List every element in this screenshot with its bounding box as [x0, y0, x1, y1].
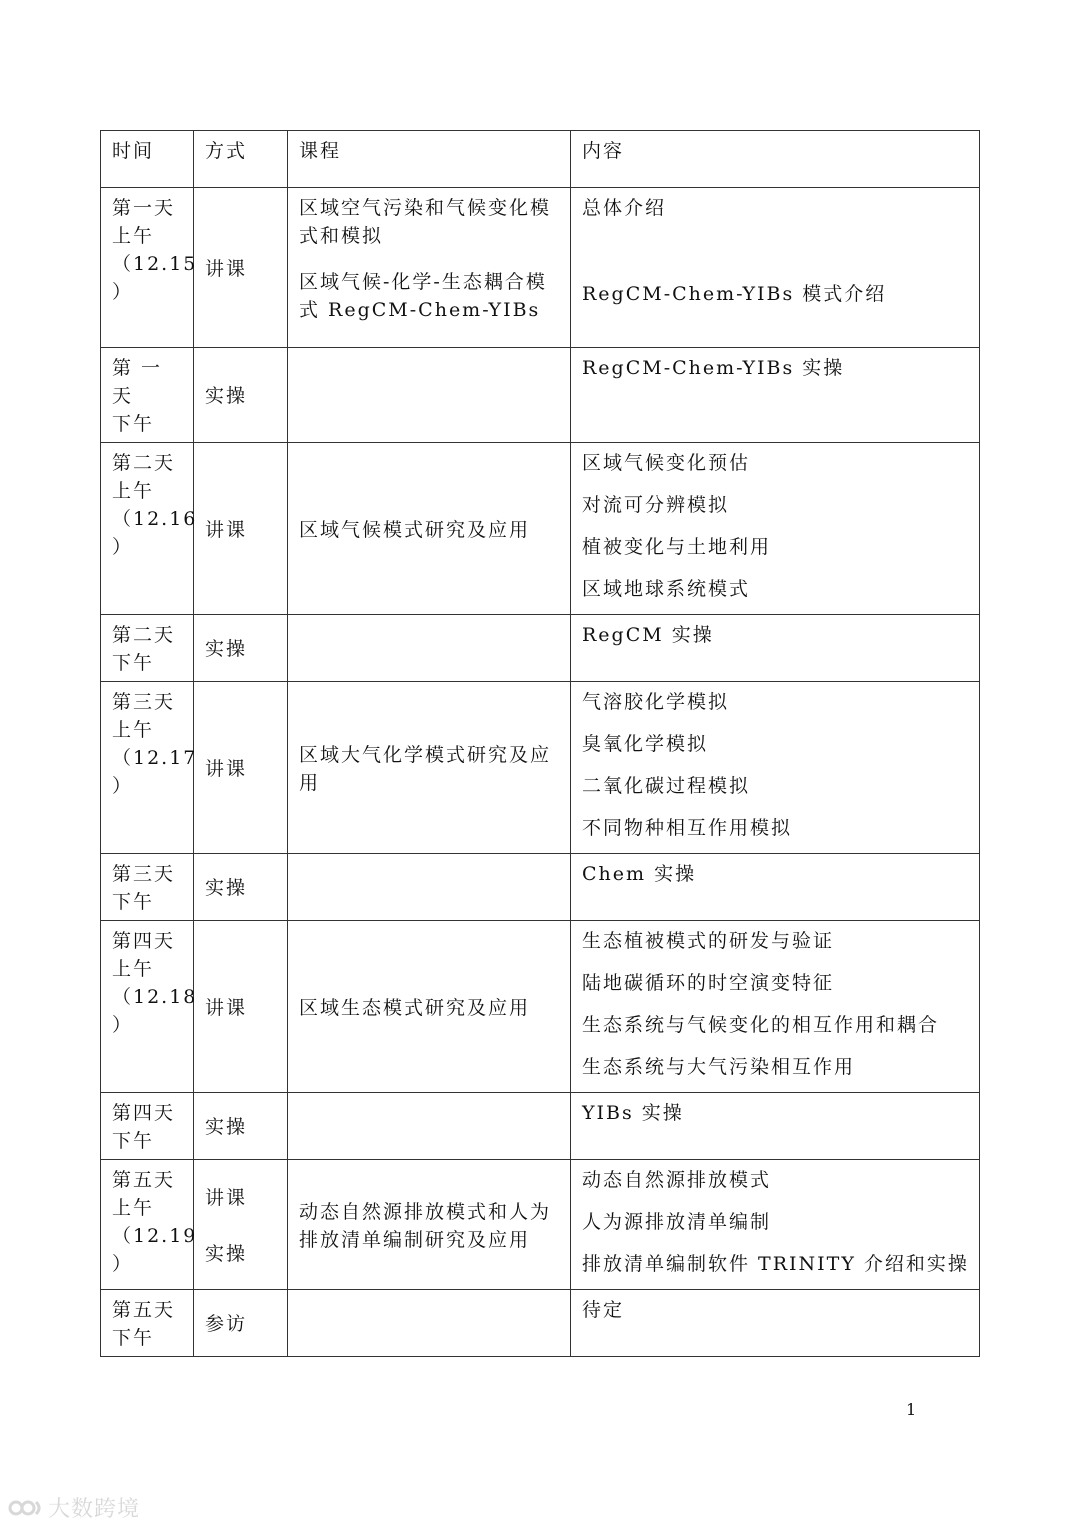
content-line: 区域气候变化预估 — [582, 452, 751, 474]
time-line: 第三天 — [112, 863, 176, 885]
table-row — [101, 615, 980, 682]
cell-course — [288, 615, 571, 682]
mode-line: 讲课 — [205, 1186, 248, 1209]
table-row — [101, 1093, 980, 1160]
cell-content — [571, 348, 980, 443]
content-line: RegCM-Chem-YIBs 模式介绍 — [582, 283, 887, 305]
table-row — [101, 1160, 980, 1290]
content-line: YIBs 实操 — [582, 1102, 684, 1124]
header-time: 时间 — [101, 131, 194, 188]
content-line: 生态植被模式的研发与验证 — [582, 930, 835, 952]
content-line: 区域地球系统模式 — [582, 578, 751, 600]
content-line: 臭氧化学模拟 — [582, 733, 709, 755]
cell-mode — [194, 1093, 288, 1160]
time-line: 上午 — [112, 719, 155, 741]
content-line: 对流可分辨模拟 — [582, 494, 730, 516]
content-line: 生态系统与大气污染相互作用 — [582, 1056, 856, 1078]
cell-course — [288, 1290, 571, 1357]
cell-content — [571, 443, 980, 615]
time-line: 第五天 — [112, 1169, 176, 1191]
mode-line: 实操 — [205, 877, 248, 899]
content-line: Chem 实操 — [582, 863, 697, 885]
cell-mode — [194, 348, 288, 443]
cell-time — [101, 1093, 194, 1160]
time-line: ） — [112, 536, 134, 558]
time-line: ） — [112, 775, 134, 797]
time-line: ） — [112, 1014, 134, 1036]
cell-mode — [194, 921, 288, 1093]
cell-course — [288, 348, 571, 443]
cell-mode — [194, 682, 288, 854]
cell-time — [101, 1290, 194, 1357]
cell-course — [288, 1093, 571, 1160]
cell-mode — [194, 188, 288, 348]
page-number: 1 — [906, 1400, 917, 1419]
cell-time — [101, 854, 194, 921]
course-line: 区域气候模式研究及应用 — [299, 518, 531, 541]
cell-content — [571, 921, 980, 1093]
table-row — [101, 682, 980, 854]
table-header-row — [101, 131, 980, 188]
content-line: 陆地碳循环的时空演变特征 — [582, 972, 835, 994]
table-row — [101, 348, 980, 443]
cell-content — [571, 682, 980, 854]
cell-time — [101, 1160, 198, 1290]
watermark-logo-icon — [8, 1496, 44, 1520]
mode-line: 讲课 — [205, 257, 248, 280]
time-line: 下午 — [112, 891, 155, 913]
mode-line: 实操 — [205, 1116, 248, 1138]
cell-content — [571, 615, 980, 682]
mode-line: 实操 — [205, 1242, 248, 1265]
mode-line: 实操 — [205, 385, 248, 407]
time-line: 第三天 — [112, 691, 176, 713]
cell-course — [288, 188, 571, 348]
content-line: 待定 — [582, 1299, 625, 1321]
time-line: （12.15 — [112, 253, 198, 275]
course-line: 区域大气化学模式研究及应用 — [299, 743, 552, 794]
cell-time — [101, 443, 198, 615]
cell-content — [571, 1160, 980, 1290]
course-line: 区域气候-化学-生态耦合模式 RegCM-Chem-YIBs — [299, 271, 547, 321]
time-line: 下午 — [112, 413, 155, 435]
header-mode: 方式 — [194, 131, 288, 188]
cell-course — [288, 682, 571, 854]
cell-mode — [194, 1290, 288, 1357]
mode-line: 参访 — [205, 1313, 248, 1335]
time-line: （12.17 — [112, 747, 198, 769]
time-line: 第四天 — [112, 1102, 176, 1124]
cell-course — [288, 921, 571, 1093]
content-line: RegCM 实操 — [582, 624, 714, 646]
header-course: 课程 — [288, 131, 571, 188]
content-line: 气溶胶化学模拟 — [582, 691, 730, 713]
time-line: 下午 — [112, 1327, 155, 1349]
mode-line: 实操 — [205, 638, 248, 660]
table-row — [101, 1290, 980, 1357]
content-line: 二氧化碳过程模拟 — [582, 775, 751, 797]
cell-mode — [194, 1160, 288, 1290]
cell-time — [101, 348, 194, 443]
cell-time — [101, 921, 198, 1093]
cell-course — [288, 854, 571, 921]
time-line: 下午 — [112, 1130, 155, 1152]
time-line: 第一天 — [112, 197, 176, 219]
cell-content — [571, 1290, 980, 1357]
watermark — [8, 1492, 140, 1523]
cell-mode — [194, 443, 288, 615]
time-line: 上午 — [112, 958, 155, 980]
time-line: （12.18 — [112, 986, 198, 1008]
cell-mode — [194, 854, 288, 921]
time-line: 第二天 — [112, 452, 176, 474]
time-line: ） — [112, 1253, 134, 1275]
content-line: RegCM-Chem-YIBs 实操 — [582, 357, 845, 379]
course-line: 动态自然源排放模式和人为排放清单编制研究及应用 — [299, 1200, 552, 1251]
content-line: 排放清单编制软件 TRINITY 介绍和实操 — [582, 1253, 969, 1275]
time-line: ） — [112, 281, 134, 303]
mode-line: 讲课 — [205, 518, 248, 541]
content-line: 人为源排放清单编制 — [582, 1211, 772, 1233]
table-row — [101, 921, 980, 1093]
content-line: 动态自然源排放模式 — [582, 1169, 772, 1191]
cell-course — [288, 1160, 571, 1290]
time-line: 上午 — [112, 480, 155, 502]
content-line: 生态系统与气候变化的相互作用和耦合 — [582, 1014, 940, 1036]
cell-time — [101, 188, 198, 348]
content-line: 植被变化与土地利用 — [582, 536, 772, 558]
time-line: 第二天 — [112, 624, 176, 646]
course-line: 区域生态模式研究及应用 — [299, 996, 531, 1019]
table-row — [101, 188, 980, 348]
mode-line: 讲课 — [205, 757, 248, 780]
table-row — [101, 854, 980, 921]
cell-time — [101, 682, 198, 854]
cell-course — [288, 443, 571, 615]
mode-line: 讲课 — [205, 996, 248, 1019]
content-line: 不同物种相互作用模拟 — [582, 817, 793, 839]
time-line: 上午 — [112, 225, 155, 247]
course-line: 区域空气污染和气候变化模式和模拟 — [299, 197, 552, 247]
cell-mode — [194, 615, 288, 682]
time-line: 第四天 — [112, 930, 176, 952]
time-line: 上午 — [112, 1197, 155, 1219]
time-line: 第 一 天 — [112, 357, 163, 407]
time-line: 下午 — [112, 652, 155, 674]
content-line: 总体介绍 — [582, 197, 667, 219]
table-row — [101, 443, 980, 615]
time-line: （12.19 — [112, 1225, 198, 1247]
schedule-table — [100, 130, 980, 1357]
cell-time — [101, 615, 194, 682]
cell-content — [571, 1093, 980, 1160]
watermark-text: 大数跨境 — [48, 1497, 141, 1522]
cell-content — [571, 854, 980, 921]
header-content: 内容 — [571, 131, 980, 188]
cell-content — [571, 188, 980, 348]
time-line: （12.16 — [112, 508, 198, 530]
time-line: 第五天 — [112, 1299, 176, 1321]
